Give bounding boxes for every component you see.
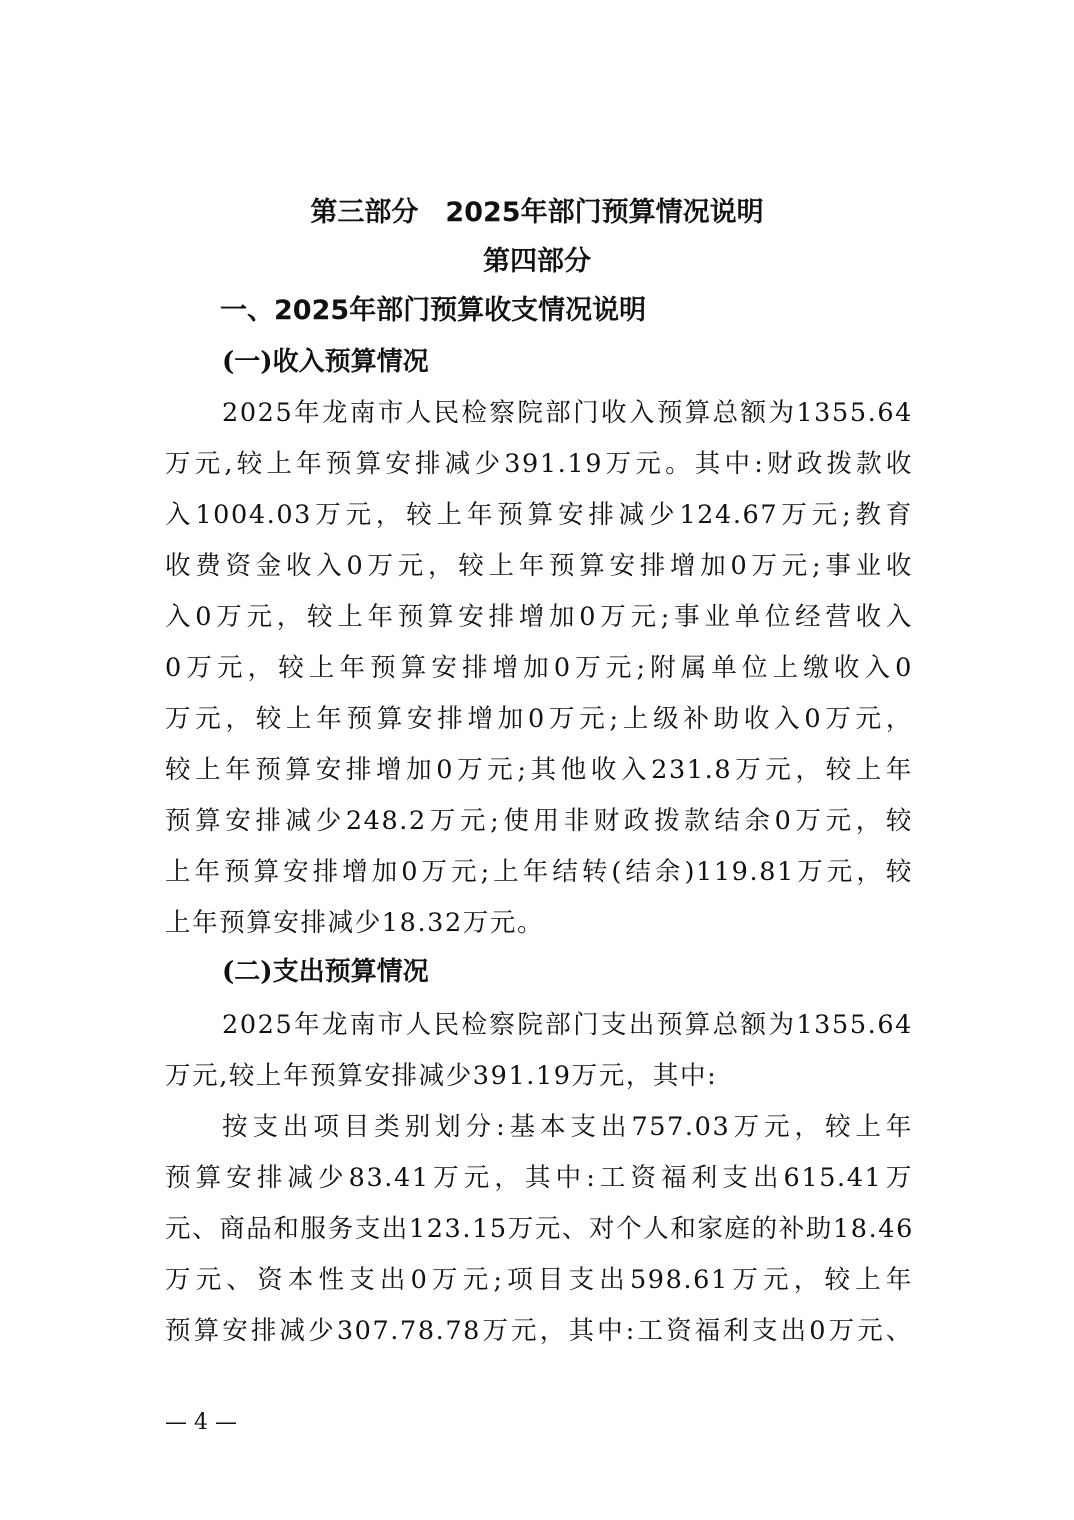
income-line: 入1004.03万元，较上年预算安排减少124.67万元;教育	[165, 500, 913, 530]
category-line: 按支出项目类别划分:基本支出757.03万元，较上年	[222, 1112, 913, 1142]
category-line: 元、商品和服务支出123.15万元、对个人和家庭的补助18.46	[165, 1214, 914, 1244]
income-line: 上年预算安排减少18.32万元。	[165, 908, 545, 938]
part-three-title: 第三部分 2025年部门预算情况说明	[310, 197, 764, 228]
category-line: 万元、资本性支出0万元;项目支出598.61万元，较上年	[165, 1265, 913, 1295]
page-number: — 4 —	[165, 1410, 237, 1435]
expense-line: 2025年龙南市人民检察院部门支出预算总额为1355.64	[222, 1010, 913, 1040]
expense-budget-heading: (二)支出预算情况	[222, 957, 429, 987]
income-line: 万元,较上年预算安排减少391.19万元。其中:财政拨款收	[165, 449, 913, 479]
income-line: 上年预算安排增加0万元;上年结转(结余)119.81万元，较	[165, 857, 913, 887]
income-line: 万元，较上年预算安排增加0万元;上级补助收入0万元，	[165, 704, 913, 734]
income-line: 收费资金收入0万元，较上年预算安排增加0万元;事业收	[165, 551, 913, 581]
expense-line: 万元,较上年预算安排减少391.19万元，其中:	[165, 1061, 718, 1091]
income-line: 0万元，较上年预算安排增加0万元;附属单位上缴收入0	[165, 653, 913, 683]
income-line: 2025年龙南市人民检察院部门收入预算总额为1355.64	[222, 398, 913, 428]
income-line: 预算安排减少248.2万元;使用非财政拨款结余0万元，较	[165, 806, 913, 836]
income-line: 入0万元，较上年预算安排增加0万元;事业单位经营收入	[165, 602, 913, 632]
section-one-heading: 一、2025年部门预算收支情况说明	[220, 295, 647, 326]
category-line: 预算安排减少307.78.78万元，其中:工资福利支出0万元、	[165, 1316, 913, 1346]
category-line: 预算安排减少83.41万元，其中:工资福利支出615.41万	[165, 1163, 913, 1193]
income-line: 较上年预算安排增加0万元;其他收入231.8万元，较上年	[165, 755, 913, 785]
part-four-title: 第四部分	[483, 246, 591, 277]
income-budget-heading: (一)收入预算情况	[222, 347, 429, 377]
